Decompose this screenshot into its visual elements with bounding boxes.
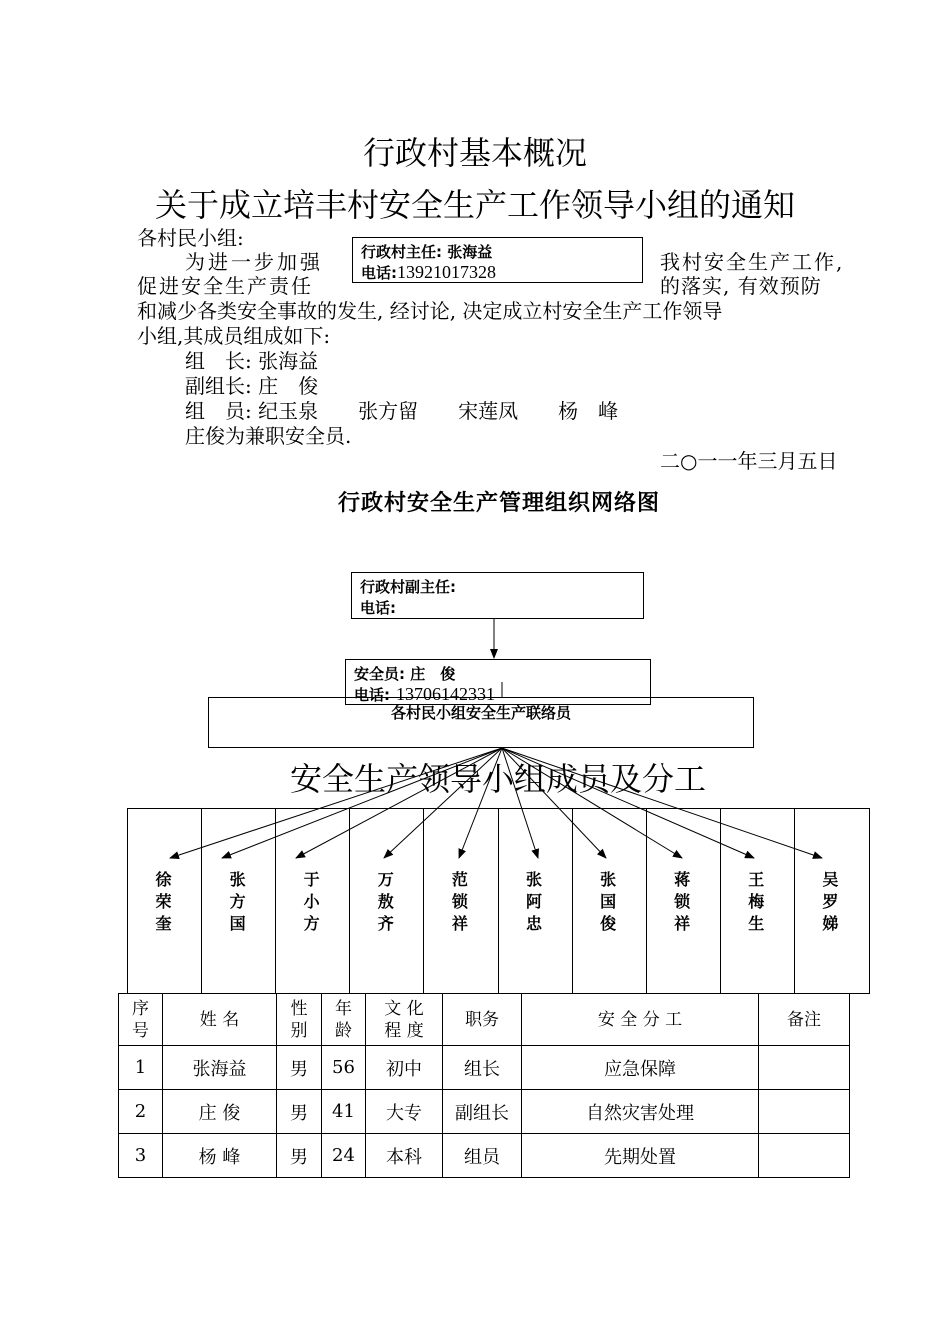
- member-name-char: 生: [748, 914, 765, 933]
- salutation: 各村民小组:: [137, 226, 244, 250]
- para-line4: 小组,其成员组成如下:: [137, 324, 331, 348]
- member-name-char: 祥: [674, 914, 691, 933]
- liaison-label: 各村民小组安全生产联络员: [390, 704, 571, 722]
- member-name-char: 梅: [748, 892, 765, 911]
- roster-cell: 24: [322, 1134, 366, 1178]
- roster-cell: 56: [322, 1046, 366, 1090]
- roster-header-cell: 备注: [759, 994, 850, 1046]
- deputy-director-box: [351, 572, 644, 619]
- roster-cell: 41: [322, 1090, 366, 1134]
- roster-cell: 2: [119, 1090, 163, 1134]
- roster-table: [118, 993, 850, 1178]
- member-name-char: 荣: [155, 892, 172, 911]
- roster-cell: 先期处置: [522, 1134, 759, 1178]
- para-line1-right: 我村安全生产工作,: [660, 250, 845, 274]
- member-name-char: 方: [229, 892, 246, 911]
- deputy-director-phone: 电话:: [360, 599, 396, 617]
- member-name-cell: [423, 869, 496, 935]
- director-name: 行政村主任: 张海益: [361, 243, 493, 261]
- para-line2-right: 的落实, 有效预防: [660, 274, 822, 298]
- safety-officer-line: 庄俊为兼职安全员.: [185, 424, 352, 448]
- roster-header-cell: 性 别: [277, 994, 322, 1046]
- safety-officer-phone-value: 13706142331: [396, 684, 495, 704]
- member-name-char: 忠: [525, 914, 542, 933]
- director-phone-label: 电话:: [361, 264, 397, 282]
- roster-cell: [759, 1090, 850, 1134]
- roster-cell: 自然灾害处理: [522, 1090, 759, 1134]
- roster-cell: 男: [277, 1090, 322, 1134]
- safety-officer-box: [345, 659, 651, 705]
- roster-cell: 大专: [366, 1090, 443, 1134]
- member-name-char: 蒋: [674, 870, 691, 889]
- deputy-director-label: 行政村副主任:: [360, 578, 456, 596]
- member-name-char: 于: [303, 870, 320, 889]
- roster-cell: 杨 峰: [163, 1134, 277, 1178]
- roster-header-cell: 职务: [443, 994, 522, 1046]
- member-name-char: 范: [451, 870, 468, 889]
- member-name-char: 锁: [451, 892, 468, 911]
- member-name-cell: [275, 869, 348, 935]
- roster-header-cell: 序 号: [119, 994, 163, 1046]
- roster-cell: 1: [119, 1046, 163, 1090]
- member-name-cell: [201, 869, 274, 935]
- member-name-char: 罗: [822, 892, 839, 911]
- member-name-char: 张: [229, 870, 246, 889]
- safety-officer-phone-label: 电话:: [354, 686, 390, 704]
- member-name-char: 方: [303, 914, 320, 933]
- member-name-char: 张: [525, 870, 542, 889]
- roster-cell: 男: [277, 1046, 322, 1090]
- roster-cell: 组员: [443, 1134, 522, 1178]
- members-title: 安全生产领导小组成员及分工: [289, 760, 706, 798]
- roster-header-cell: 安 全 分 工: [522, 994, 759, 1046]
- roster-header-cell: 姓 名: [163, 994, 277, 1046]
- member-name-cell: [794, 869, 867, 935]
- roster-cell: 应急保障: [522, 1046, 759, 1090]
- member-name-char: 吴: [822, 870, 839, 889]
- roster-cell: 庄 俊: [163, 1090, 277, 1134]
- director-phone-value: 13921017328: [397, 262, 496, 282]
- roster-header-cell: 文 化 程 度: [366, 994, 443, 1046]
- member-name-char: 国: [600, 892, 617, 911]
- members-line: 组 员: 纪玉泉 张方留 宋莲凤 杨 峰: [185, 399, 619, 423]
- roster-cell: 副组长: [443, 1090, 522, 1134]
- roster-header-cell: 年 龄: [322, 994, 366, 1046]
- member-name-char: 娣: [822, 914, 839, 933]
- notice-title: 关于成立培丰村安全生产工作领导小组的通知: [154, 186, 795, 224]
- roster-cell: 张海益: [163, 1046, 277, 1090]
- member-name-char: 小: [303, 892, 320, 911]
- para-line3: 和减少各类安全事故的发生, 经讨论, 决定成立村安全生产工作领导: [137, 299, 723, 323]
- member-name-cell: [572, 869, 645, 935]
- roster-cell: 本科: [366, 1134, 443, 1178]
- member-name-char: 王: [748, 870, 765, 889]
- roster-cell: [759, 1046, 850, 1090]
- member-name-char: 张: [600, 870, 617, 889]
- roster-row: [119, 1134, 850, 1178]
- member-name-char: 齐: [377, 914, 394, 933]
- page-title: 行政村基本概况: [362, 134, 587, 172]
- safety-officer-name: 安全员: 庄 俊: [354, 665, 456, 683]
- roster-header-row: [119, 994, 850, 1046]
- roster-cell: 男: [277, 1134, 322, 1178]
- member-name-char: 锁: [674, 892, 691, 911]
- member-name-cell: [720, 869, 793, 935]
- member-name-char: 国: [229, 914, 246, 933]
- roster-row: [119, 1046, 850, 1090]
- para-line1-left: 为进一步加强: [185, 250, 323, 274]
- network-title: 行政村安全生产管理组织网络图: [337, 491, 660, 516]
- member-name-cell: [646, 869, 719, 935]
- roster-cell: 3: [119, 1134, 163, 1178]
- roster-cell: [759, 1134, 850, 1178]
- roster-row: [119, 1090, 850, 1134]
- member-name-char: 俊: [600, 914, 617, 933]
- member-name-cell: [349, 869, 422, 935]
- para-line2-left: 促进安全生产责任: [137, 274, 313, 298]
- safety-officer-phone: [354, 684, 495, 705]
- member-name-char: 阿: [525, 892, 542, 911]
- notice-date: 二○一一年三月五日: [660, 449, 838, 473]
- deputy-line: 副组长: 庄 俊: [185, 374, 319, 398]
- member-name-cell: [127, 869, 200, 935]
- member-name-char: 万: [377, 870, 394, 889]
- member-name-cell: [498, 869, 571, 935]
- roster-cell: 组长: [443, 1046, 522, 1090]
- member-name-char: 徐: [155, 870, 172, 889]
- leader-line: 组 长: 张海益: [185, 349, 319, 373]
- member-name-char: 奎: [155, 914, 172, 933]
- roster-cell: 初中: [366, 1046, 443, 1090]
- member-name-char: 祥: [451, 914, 468, 933]
- member-name-char: 敖: [377, 892, 394, 911]
